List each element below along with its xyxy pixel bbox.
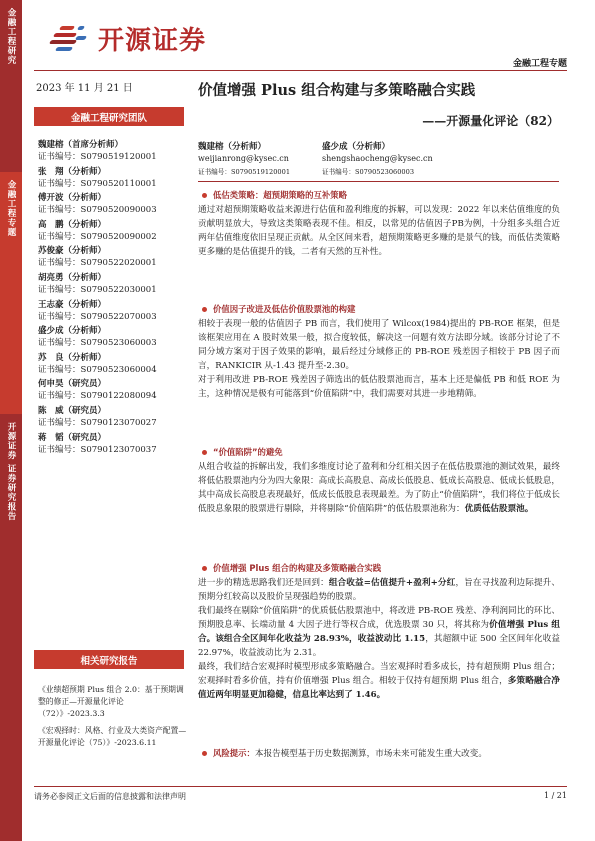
section-risk-warning	[198, 746, 560, 761]
report-date: 2023 年 11 月 21 日	[36, 83, 133, 94]
analyst-license: 证书编号：S0790523060004	[38, 364, 157, 375]
section-body: 对于利用改进 PB-ROE 残差因子筛选出的低估股票池而言，基本上还是偏低 PB 和低 ROE 为主，这种情况是极有可能落到“价值陷阱”中，我们需要对其进一步地精筛。	[198, 375, 560, 399]
page-number: 1 / 21	[543, 791, 567, 800]
analyst-entry	[38, 325, 188, 352]
analyst-license: 证书编号：S0790522030001	[38, 284, 157, 295]
section-value-trap	[198, 445, 560, 516]
sidebar-segment-brand	[0, 414, 22, 841]
sidebar-segment-research	[0, 0, 22, 172]
section-heading: “价值陷阱”的避免	[198, 445, 560, 459]
author-block	[198, 141, 290, 178]
bullet-icon	[202, 566, 207, 571]
analyst-name: 张 翔（分析师）	[38, 166, 107, 177]
section-body: 我们最终在剔除“价值陷阱”的优质低估股票池中，将改进 PB-ROE 残差、净利润同比的环比、预期股息率、长端动量 4 大因子进行等权合成，优选股票 30 只，将其称为价值增强 Plus 组合。该组合全区间年化收益为 28.93%，收益波动比 1.15，其超额中证 500 全区间年化收益 22.97%，收益波动比为 2.31。	[198, 606, 560, 658]
analyst-entry	[38, 299, 188, 326]
analyst-license: 证书编号：S0790519120001	[38, 152, 157, 162]
analyst-name: 傅开波（分析师）	[38, 193, 107, 204]
report-title: 价值增强 Plus 组合构建与多策略融合实践	[198, 82, 476, 99]
analyst-license: 证书编号：S0790522070003	[38, 311, 157, 322]
section-undervalued-strategy	[198, 188, 560, 259]
emphasis-text: 优质低估股票池。	[464, 504, 534, 514]
analyst-list	[38, 139, 188, 458]
emphasis-text: 组合收益=估值提升+盈利+分红	[328, 578, 456, 588]
section-body: 进一步的精选思路我们还是回到：组合收益=估值提升+盈利+分红，旨在寻找盈利边际提升、预期分红较高以及股价呈现强趋势的股票。	[198, 578, 560, 602]
analyst-license: 证书编号：S0790122080094	[38, 391, 157, 402]
analyst-license: 证书编号：S0790522020001	[38, 258, 157, 269]
analyst-license: 证书编号：S0790123070037	[38, 444, 157, 455]
analyst-entry	[38, 139, 188, 166]
analyst-entry	[38, 432, 188, 459]
header-divider	[34, 70, 567, 71]
analyst-name: 蒋 韬（研究员）	[38, 432, 107, 443]
analyst-entry	[38, 378, 188, 405]
analyst-license: 证书编号：S0790523060003	[38, 338, 157, 349]
sidebar-bottom-label: 开源证券 证券研究报告	[6, 422, 16, 521]
analyst-license: 证书编号：S0790123070027	[38, 417, 157, 428]
analyst-license: 证书编号：S0790520110001	[38, 178, 157, 189]
report-subtitle: ——开源量化评论（82）	[422, 114, 559, 128]
bullet-icon	[202, 307, 207, 312]
section-heading: 价值因子改进及低估价值股票池的构建	[198, 302, 560, 316]
report-category: 金融工程专题	[512, 59, 567, 69]
company-logo	[50, 20, 206, 57]
section-value-factor	[198, 302, 560, 401]
related-report-link[interactable]: 《宏观择时：风格、行业及大类资产配置—开源量化评论（75）》-2023.6.11	[38, 725, 187, 747]
sidebar-segment-topic	[0, 172, 22, 414]
related-reports-heading: 相关研究报告	[34, 650, 184, 669]
section-heading: 风险提示：	[198, 748, 255, 758]
logo-text: 开源证券	[98, 26, 207, 56]
analyst-entry	[38, 405, 188, 432]
related-report-link[interactable]: 《业绩超预期 Plus 组合 2.0：基于预期调整的修正—开源量化评论（72）》-2023.3.3	[38, 685, 184, 719]
emphasis-text: 多策略融合净值近两年明显更加稳健，信息比率达到了 1.46。	[198, 676, 560, 700]
bullet-icon	[202, 751, 207, 756]
section-portfolio-construction	[198, 561, 560, 702]
section-body: 本报告模型基于历史数据测算，市场未来可能发生重大改变。	[254, 749, 487, 759]
author-license: 证书编号：S0790519120001	[198, 167, 291, 176]
analyst-entry	[38, 245, 188, 272]
analyst-entry	[38, 352, 188, 379]
analyst-name: 王志豪（分析师）	[38, 299, 107, 310]
author-email[interactable]: weijianrong@kysec.cn	[198, 154, 289, 164]
analyst-name: 何申昊（研究员）	[38, 379, 107, 390]
analyst-license: 证书编号：S0790520090003	[38, 205, 157, 216]
author-email[interactable]: shengshaocheng@kysec.cn	[322, 154, 433, 164]
bullet-icon	[202, 193, 207, 198]
section-body: 最终，我们结合宏观择时模型形成多策略融合。当宏观择时看多成长，持有超预期 Plus 组合；宏观择时看多价值，持有价值增强 Plus 组合。相较于仅持有超预期 Plus 组合，多策略融合净值近两年明显更加稳健，信息比率达到了 1.46。	[198, 662, 560, 700]
logo-mark-icon	[50, 24, 92, 54]
team-heading: 金融工程研究团队	[34, 107, 184, 126]
analyst-name: 苏 良（分析师）	[38, 352, 107, 363]
analyst-entry	[38, 272, 188, 299]
sidebar-top-label: 金融工程研究	[6, 8, 16, 65]
sidebar-mid-label: 金融工程专题	[6, 180, 16, 237]
analyst-name: 高 鹏（分析师）	[38, 219, 107, 230]
section-body: 相较于表现一般的估值因子 PB 而言，我们使用了 Wilcox(1984)提出的 PB-ROE 框架，但是该框架应用在 A 股时效果一般，拟合度较低，解决这一问题有效方法即分域。该部分讨论了不同分域方案对于因子效果的影响，最后经过分域修正的 PB-ROE 残差因子相较于 PB 因子而言，RANKICIR 从-1.43 提升至-2.30。	[198, 319, 560, 371]
analyst-license: 证书编号：S0790520090002	[38, 231, 157, 242]
analyst-entry	[38, 166, 188, 193]
bullet-icon	[202, 450, 207, 455]
author-divider	[198, 181, 559, 182]
section-body: 从组合收益的拆解出发，我们多维度讨论了盈利和分红相关因子在低估股票池的测试效果，最终将低估股票池内分为四大象限：高成长高股息、高成长低股息、低成长高股息、低成长低股息，其中高成长高股息表现最好，低成长低股息表现最差。为了防止“价值陷阱”，我们将位于低成长低股息象限的股票进行剔除，并将剔除“价值陷阱”的低估股票池称为：优质低估股票池。	[198, 462, 560, 514]
analyst-entry	[38, 192, 188, 219]
analyst-name: 苏俊豪（分析师）	[38, 246, 107, 257]
analyst-name: 魏建榕（首席分析师）	[38, 140, 124, 150]
section-body: 通过对超预期策略收益来源进行估值和盈利维度的拆解，可以发现：2022 年以来估值维度的负贡献明显放大，导致这类策略表现不佳。相反，以常见的估值因子PB为例，十分组多头组合近两年估值维度依旧呈现正贡献。从全区间来看，超预期策略更多赚的是景气的钱，而低估类策略更多赚的是估值提升的钱，二者有天然的互补性。	[198, 205, 560, 257]
left-sidebar-strip	[0, 0, 22, 841]
author-name: 魏建榕（分析师）	[198, 142, 267, 152]
footer-disclaimer: 请务必参阅正文后面的信息披露和法律声明	[34, 792, 186, 801]
author-license: 证书编号：S0790523060003	[322, 167, 415, 176]
section-heading: 价值增强 Plus 组合的构建及多策略融合实践	[198, 561, 560, 575]
author-name: 盛少成（分析师）	[322, 142, 391, 152]
analyst-entry	[38, 219, 188, 246]
analyst-name: 胡亮勇（分析师）	[38, 272, 107, 283]
author-block	[322, 141, 433, 178]
emphasis-text: 价值增强 Plus 组合。该组合全区间年化收益为 28.93%，收益波动比 1.15	[198, 620, 560, 644]
related-reports-list	[38, 684, 188, 753]
analyst-name: 盛少成（分析师）	[38, 326, 107, 337]
footer-divider	[34, 786, 567, 787]
section-heading: 低估类策略：超预期策略的互补策略	[198, 188, 560, 202]
analyst-name: 陈 威（研究员）	[38, 405, 107, 416]
